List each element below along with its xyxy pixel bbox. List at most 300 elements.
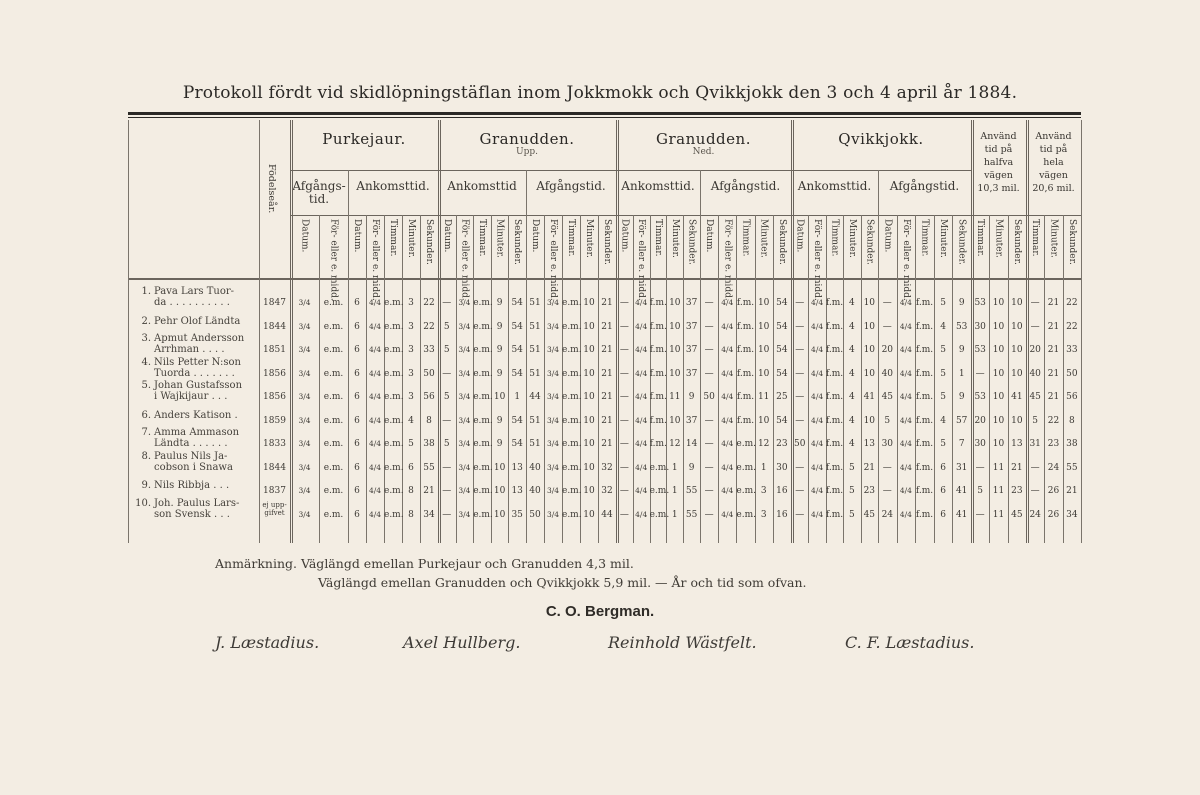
time-cell: — <box>882 321 892 332</box>
name-line: Arrhman . . . . <box>154 344 225 355</box>
time-cell: 55 <box>1066 462 1078 473</box>
time-cell: 30 <box>776 462 788 473</box>
time-cell: 10 <box>493 462 506 473</box>
time-cell: 4/4 <box>899 462 912 472</box>
table-rule <box>128 278 1081 280</box>
time-cell: 30 <box>881 439 894 449</box>
time-cell: e.m. <box>323 298 344 308</box>
time-cell: 10 <box>863 298 876 308</box>
unit-column-header: Timmar. <box>388 219 398 257</box>
time-cell: 6 <box>354 415 360 426</box>
time-cell: 21 <box>601 415 613 426</box>
time-cell: 37 <box>685 298 698 308</box>
row-number: 6. <box>141 409 151 421</box>
participant-name <box>131 498 259 520</box>
time-cell: — <box>704 321 714 332</box>
participant-name <box>131 380 259 402</box>
time-cell: f.m. <box>915 345 934 355</box>
time-cell: 1 <box>671 509 678 520</box>
time-cell: 4/4 <box>721 298 734 307</box>
title-rule <box>128 112 1081 115</box>
time-cell: 5 <box>849 462 855 473</box>
time-cell: — <box>442 298 452 308</box>
time-cell: 6 <box>354 345 360 355</box>
time-cell: — <box>442 415 452 426</box>
time-cell: — <box>795 321 805 332</box>
subgroup-header: Afgångstid. <box>889 179 960 193</box>
time-cell: 9 <box>496 439 503 449</box>
group-qvikkjokk: Qvikkjokk. <box>838 130 924 148</box>
time-cell: 37 <box>685 321 698 332</box>
time-cell: 4/4 <box>721 368 734 378</box>
group-granudden-ned: Granudden. Ned. <box>656 130 751 157</box>
time-cell: 21 <box>601 368 613 379</box>
time-cell: — <box>975 509 985 520</box>
time-cell: — <box>975 368 985 379</box>
time-cell: 40 <box>529 462 541 473</box>
time-cell: 45 <box>1029 392 1041 402</box>
time-cell: f.m. <box>649 321 667 332</box>
time-cell: — <box>795 509 805 520</box>
time-cell: 1 <box>671 462 678 473</box>
time-cell: 54 <box>776 321 788 332</box>
name-line: i Wajkijaur . . . <box>154 391 228 402</box>
time-cell: 45 <box>1011 509 1023 520</box>
unit-column-header: För- eller e. midd. <box>900 219 911 301</box>
time-cell: e.m. <box>323 462 344 473</box>
unit-column-header: Timmar. <box>740 219 751 257</box>
time-cell: 4/4 <box>635 415 648 425</box>
name-line: Amma Ammason <box>154 427 240 438</box>
time-cell: 55 <box>685 486 698 496</box>
unit-column-header: Sekunder. <box>424 219 434 265</box>
time-cell: 6 <box>354 439 360 449</box>
time-cell: 1 <box>958 368 965 379</box>
note-line-1: Anmärkning. Väglängd emellan Purkejaur och Granudden 4,3 mil. <box>215 556 634 571</box>
time-cell: 5 <box>940 345 946 355</box>
time-cell: f.m. <box>825 509 844 520</box>
time-cell: 44 <box>601 509 613 520</box>
time-cell: 3/4 <box>298 486 311 495</box>
time-cell: 6 <box>354 509 360 520</box>
time-cell: 4 <box>849 298 855 308</box>
time-cell: 3/4 <box>298 298 311 307</box>
time-cell: 3 <box>408 368 414 379</box>
time-cell: f.m. <box>649 415 667 426</box>
time-cell: — <box>619 415 629 426</box>
time-cell: 4/4 <box>721 486 734 495</box>
time-cell: 10 <box>1011 345 1023 355</box>
time-cell: 4/4 <box>899 509 912 519</box>
time-cell: 10 <box>583 509 595 520</box>
unit-column-header: Minuter. <box>993 219 1004 258</box>
time-cell: 21 <box>1047 345 1060 355</box>
time-cell: 12 <box>669 439 681 449</box>
time-cell: e.m. <box>384 392 404 402</box>
time-cell: 4/4 <box>721 345 734 354</box>
time-cell: 10 <box>493 392 506 402</box>
time-cell: 8 <box>408 509 414 520</box>
time-cell: e.m. <box>473 345 493 355</box>
note-line-2: Väglängd emellan Granudden och Qvikkjokk 5,9 mil. — År och tid som ofvan. <box>318 575 807 590</box>
time-cell: e.m. <box>649 462 670 473</box>
table-row <box>128 286 1081 310</box>
row-number: 9. <box>141 480 151 491</box>
time-cell: 3 <box>760 486 767 496</box>
time-cell: 10 <box>992 415 1005 426</box>
time-cell: 54 <box>511 368 523 379</box>
time-cell: f.m. <box>915 439 934 449</box>
time-cell: 9 <box>496 321 503 332</box>
unit-column-header: Timmar. <box>566 219 576 257</box>
time-cell: 4/4 <box>811 509 824 519</box>
name-line: Anders Katison . <box>154 409 238 421</box>
time-cell: f.m. <box>915 392 934 402</box>
time-cell: f.m. <box>825 298 844 308</box>
time-cell: 3/4 <box>298 462 311 472</box>
time-cell: 10 <box>583 392 595 402</box>
unit-column-header: Minuter. <box>669 219 680 258</box>
time-cell: 53 <box>974 298 986 308</box>
time-cell: 54 <box>776 368 788 379</box>
time-cell: 54 <box>511 415 523 426</box>
time-cell: e.m. <box>384 462 404 473</box>
time-cell: e.m. <box>473 298 493 308</box>
time-cell: 10 <box>992 368 1005 379</box>
time-cell: f.m. <box>649 392 667 402</box>
time-cell: — <box>704 345 714 355</box>
time-cell: 5 <box>977 486 984 496</box>
time-cell: — <box>1030 486 1040 496</box>
time-cell: 8 <box>426 415 432 426</box>
time-cell: 32 <box>601 486 613 496</box>
time-cell: 6 <box>354 462 360 473</box>
unit-column-header: Sekunder. <box>1066 219 1077 265</box>
time-cell: — <box>619 368 629 379</box>
time-cell: 21 <box>1066 486 1078 496</box>
time-cell: 22 <box>1066 298 1078 308</box>
time-cell: 4/4 <box>368 392 382 401</box>
time-cell: — <box>795 486 805 496</box>
time-cell: e.m. <box>473 321 493 332</box>
time-cell: e.m. <box>649 509 670 520</box>
time-cell: 10 <box>757 415 770 426</box>
time-cell: — <box>1030 462 1040 473</box>
time-cell: 11 <box>757 392 770 402</box>
protocol-table <box>128 120 1081 543</box>
time-cell: 4/4 <box>811 486 824 495</box>
time-cell: e.m. <box>323 321 344 332</box>
time-cell: f.m. <box>736 368 755 379</box>
time-cell: 5 <box>884 415 891 426</box>
time-cell: 4/4 <box>368 298 382 307</box>
time-cell: 4/4 <box>635 486 648 495</box>
time-cell: 9 <box>688 462 695 473</box>
time-cell: — <box>442 462 452 473</box>
time-cell: 5 <box>1032 415 1039 426</box>
time-cell: 53 <box>974 345 986 355</box>
time-cell: f.m. <box>915 509 934 520</box>
time-cell: 4/4 <box>721 462 734 472</box>
participant-name <box>131 451 259 473</box>
table-row <box>128 333 1081 357</box>
time-cell: e.m. <box>384 298 404 308</box>
time-cell: 5 <box>443 345 450 355</box>
time-cell: 54 <box>511 345 523 355</box>
time-cell: 9 <box>496 368 503 379</box>
unit-column-header: För- eller e. midd. <box>722 219 733 301</box>
signatory: C. O. Bergman. <box>545 603 655 620</box>
time-cell: 20 <box>974 415 986 426</box>
time-cell: 5 <box>940 439 946 449</box>
time-cell: e.m. <box>473 415 493 426</box>
time-cell: 3/4 <box>458 509 471 519</box>
unit-column-header: För- eller e. midd. <box>548 219 558 301</box>
time-cell: 22 <box>1047 415 1060 426</box>
row-number: 7. <box>141 427 151 438</box>
time-cell: 10 <box>992 439 1005 449</box>
time-cell: 9 <box>688 392 695 402</box>
time-cell: f.m. <box>825 486 844 496</box>
used-time-half: Använd tid på halfva vägen 10,3 mil. <box>977 131 1020 194</box>
time-cell: 3/4 <box>458 392 471 401</box>
time-cell: 56 <box>423 392 435 402</box>
time-cell: 10 <box>669 368 681 379</box>
time-cell: 10 <box>863 415 876 426</box>
time-cell: e.m. <box>473 462 493 473</box>
time-cell: 10 <box>583 298 595 308</box>
birth-year: 1833 <box>263 439 286 449</box>
time-cell: — <box>704 368 714 379</box>
time-cell: 4/4 <box>368 509 382 519</box>
time-cell: 4 <box>849 439 855 449</box>
time-cell: 38 <box>1066 439 1078 449</box>
time-cell: 41 <box>863 392 876 402</box>
used-time-full: Använd tid på hela vägen 20,6 mil. <box>1032 131 1075 194</box>
column-rule <box>1081 120 1082 543</box>
time-cell: 4/4 <box>811 415 824 425</box>
birth-year-header: Födelseår. <box>266 164 277 214</box>
time-cell: 10 <box>583 415 595 426</box>
time-cell: 4/4 <box>635 392 648 401</box>
time-cell: 33 <box>1066 345 1078 355</box>
time-cell: 3/4 <box>546 368 560 378</box>
time-cell: 7 <box>958 439 965 449</box>
time-cell: f.m. <box>649 345 667 355</box>
time-cell: 3 <box>760 509 767 520</box>
name-line: Apmut Andersson <box>154 333 245 344</box>
unit-column-header: Datum. <box>352 219 362 253</box>
unit-column-header: Timmar. <box>919 219 930 257</box>
time-cell: 40 <box>529 486 541 496</box>
time-cell: 41 <box>955 486 968 496</box>
time-cell: 6 <box>354 321 360 332</box>
time-cell: 4/4 <box>899 298 912 307</box>
name-line: cobson i Snawa <box>154 461 233 473</box>
name-line: Ländta . . . . . . <box>154 438 228 449</box>
time-cell: 4/4 <box>811 392 824 401</box>
table-row <box>128 310 1081 334</box>
time-cell: 10 <box>757 345 770 355</box>
unit-column-header: Sekunder. <box>512 219 523 265</box>
time-cell: e.m. <box>562 345 582 355</box>
time-cell: e.m. <box>736 462 756 473</box>
time-cell: 3 <box>408 392 414 402</box>
time-cell: f.m. <box>915 368 934 379</box>
time-cell: 21 <box>1047 392 1060 402</box>
time-cell: 4/4 <box>811 345 824 354</box>
time-cell: 54 <box>776 415 788 426</box>
time-cell: f.m. <box>915 321 934 332</box>
time-cell: 51 <box>529 345 541 355</box>
time-cell: — <box>442 368 452 379</box>
time-cell: 4/4 <box>899 415 912 425</box>
unit-column-header: Minuter. <box>494 219 505 258</box>
participant-name <box>131 480 259 491</box>
time-cell: 1 <box>760 462 767 473</box>
page-title: Protokoll fördt vid skidlöpningstäflan inom Jokkmokk och Qvikkjokk den 3 och 4 april år 1884. <box>182 83 1018 103</box>
table-row <box>128 380 1081 404</box>
participant-name <box>131 357 259 379</box>
time-cell: e.m. <box>323 439 344 449</box>
time-cell: 3/4 <box>298 415 311 425</box>
time-cell: 4/4 <box>899 368 912 378</box>
participant-name <box>131 286 259 308</box>
time-cell: 30 <box>974 321 986 332</box>
time-cell: 4 <box>849 321 855 332</box>
time-cell: 44 <box>529 392 541 402</box>
unit-column-header: Minuter. <box>758 219 769 258</box>
unit-column-header: Datum. <box>882 219 893 253</box>
time-cell: 9 <box>958 392 965 402</box>
time-cell: 3/4 <box>298 321 311 331</box>
time-cell: 4/4 <box>811 462 824 472</box>
time-cell: 4/4 <box>635 462 648 472</box>
time-cell: 50 <box>703 392 715 402</box>
time-cell: e.m. <box>562 298 582 308</box>
time-cell: — <box>882 298 892 308</box>
birth-year: 1851 <box>263 345 286 355</box>
time-cell: 50 <box>529 509 541 520</box>
time-cell: f.m. <box>649 298 667 308</box>
time-cell: 6 <box>940 486 946 496</box>
signature-1: J. Læstadius. <box>215 633 320 652</box>
time-cell: 53 <box>955 321 968 332</box>
time-cell: e.m. <box>384 415 404 426</box>
time-cell: 13 <box>863 439 876 449</box>
time-cell: e.m. <box>562 462 582 473</box>
subgroup-header: Ankomsttid. <box>356 179 430 193</box>
time-cell: 4/4 <box>899 321 912 331</box>
time-cell: 3/4 <box>458 321 471 331</box>
time-cell: 26 <box>1047 509 1060 520</box>
time-cell: 10 <box>1011 415 1023 426</box>
time-cell: 4/4 <box>721 439 734 448</box>
time-cell: 54 <box>511 298 523 308</box>
unit-column-header: Sekunder. <box>776 219 787 265</box>
time-cell: e.m. <box>384 321 404 332</box>
time-cell: 4/4 <box>635 509 648 519</box>
time-cell: 3/4 <box>546 486 560 495</box>
time-cell: f.m. <box>825 321 844 332</box>
name-line: Tuorda . . . . . . . <box>154 367 235 379</box>
time-cell: 3 <box>408 345 414 355</box>
unit-column-header: För- eller e. midd. <box>328 219 339 301</box>
time-cell: 41 <box>1011 392 1023 402</box>
time-cell: 4 <box>849 368 855 379</box>
time-cell: e.m. <box>562 415 582 426</box>
birth-year: 1844 <box>263 462 286 473</box>
time-cell: f.m. <box>825 415 844 426</box>
time-cell: 3/4 <box>546 462 560 472</box>
time-cell: 5 <box>940 368 946 379</box>
time-cell: 10 <box>669 415 681 426</box>
time-cell: e.m. <box>323 486 344 496</box>
time-cell: 37 <box>685 415 698 426</box>
time-cell: 25 <box>776 392 788 402</box>
table-row <box>128 404 1081 428</box>
time-cell: 57 <box>955 415 968 426</box>
time-cell: 3/4 <box>298 368 311 378</box>
time-cell: 4/4 <box>368 368 382 378</box>
time-cell: f.m. <box>736 415 755 426</box>
time-cell: 3/4 <box>546 345 560 354</box>
subgroup-header: Ankomsttid. <box>621 179 695 193</box>
time-cell: 21 <box>601 345 613 355</box>
time-cell: — <box>1030 298 1040 308</box>
time-cell: e.m. <box>562 486 582 496</box>
time-cell: 10 <box>1011 368 1023 379</box>
time-cell: 10 <box>992 392 1005 402</box>
time-cell: 11 <box>992 462 1005 473</box>
time-cell: f.m. <box>825 462 844 473</box>
time-cell: 4/4 <box>368 462 382 472</box>
signature-4: C. F. Læstadius. <box>845 633 975 652</box>
time-cell: 3 <box>408 321 414 332</box>
unit-column-header: För- eller e. midd. <box>636 219 647 301</box>
time-cell: 4/4 <box>368 486 382 495</box>
time-cell: e.m. <box>562 321 582 332</box>
time-cell: 4/4 <box>635 439 648 448</box>
time-cell: e.m. <box>384 368 404 379</box>
time-cell: 21 <box>601 439 613 449</box>
time-cell: 9 <box>958 345 965 355</box>
time-cell: 4/4 <box>811 439 824 448</box>
time-cell: 13 <box>1011 439 1023 449</box>
unit-column-header: Timmar. <box>829 219 840 257</box>
row-number: 4. <box>141 356 151 368</box>
unit-column-header: Minuter. <box>406 219 416 258</box>
time-cell: 10 <box>992 298 1005 308</box>
time-cell: 21 <box>601 392 613 402</box>
unit-column-header: Datum. <box>619 219 630 253</box>
time-cell: e.m. <box>736 439 756 449</box>
time-cell: 54 <box>511 321 523 332</box>
time-cell: 23 <box>1011 486 1023 496</box>
time-cell: — <box>704 462 714 473</box>
time-cell: e.m. <box>473 368 493 379</box>
time-cell: e.m. <box>473 392 493 402</box>
time-cell: f.m. <box>649 439 667 449</box>
birth-year: 1847 <box>263 298 286 308</box>
time-cell: e.m. <box>323 392 344 402</box>
unit-column-header: Sekunder. <box>956 219 967 265</box>
time-cell: f.m. <box>915 462 934 473</box>
time-cell: 51 <box>529 298 541 308</box>
subgroup-header: Afgångstid. <box>536 179 606 193</box>
time-cell: 10 <box>1011 321 1023 332</box>
table-row <box>128 474 1081 498</box>
